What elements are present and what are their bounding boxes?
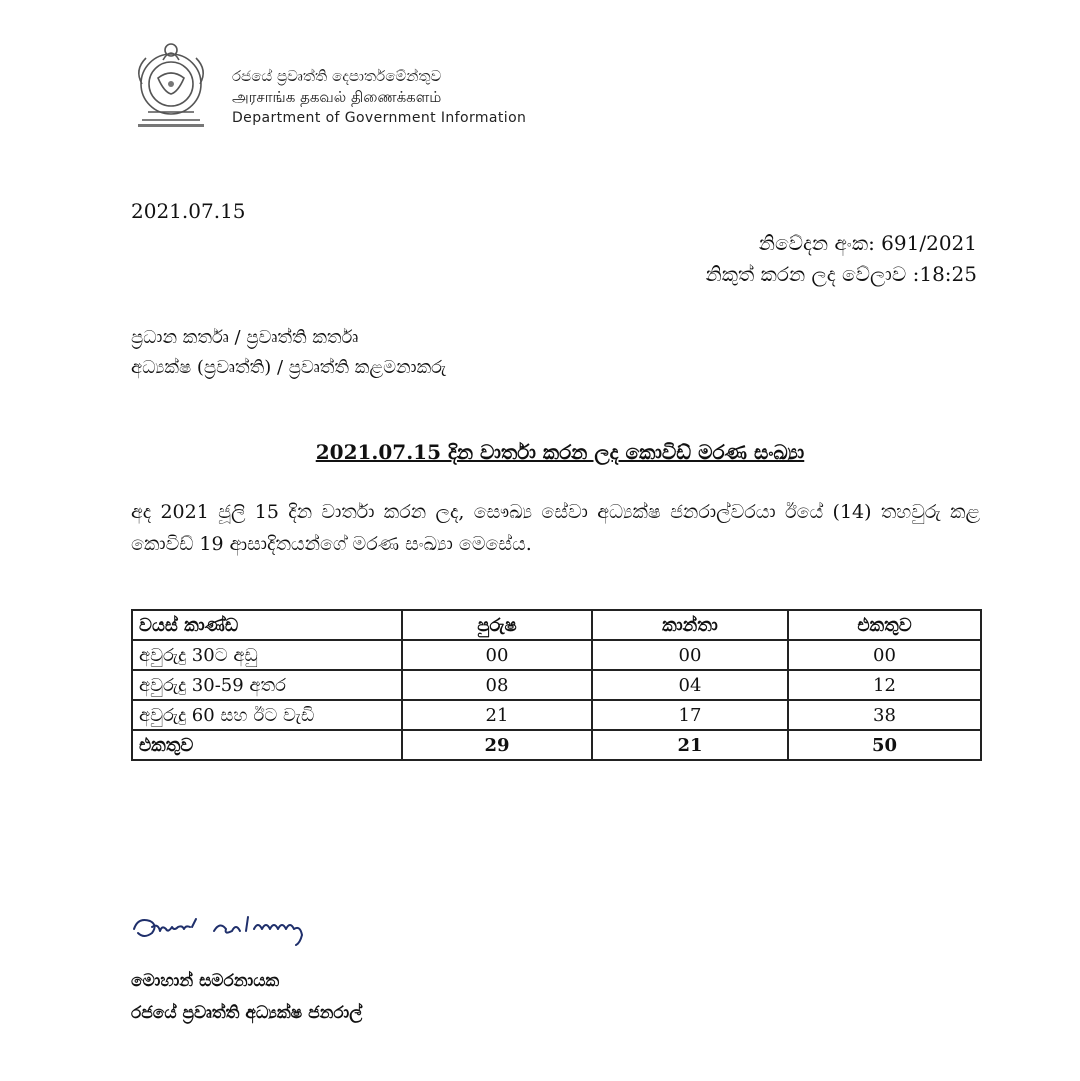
table-total-row	[132, 730, 981, 760]
female-cell: 04	[592, 670, 788, 700]
female-cell: 17	[592, 700, 788, 730]
recipient-line: අධ්‍යක්ෂ (ප්‍රවෘත්ති) / ප්‍රවෘත්ති කළමනාකරු	[131, 357, 447, 378]
release-meta	[706, 228, 977, 290]
department-name-english: Department of Government Information	[232, 110, 527, 126]
signer-name: මොහාන් සමරනායක	[131, 971, 280, 991]
total-cell: 12	[788, 670, 981, 700]
recipients	[131, 323, 446, 383]
age-group-cell: අවුරුදු 30ට අඩු	[132, 640, 402, 670]
grand-total-cell: 50	[788, 730, 981, 760]
header-male: පුරුෂ	[402, 610, 592, 640]
total-label-cell: එකතුව	[132, 730, 402, 760]
table-row	[132, 700, 981, 730]
release-number: නිවේදන අංක: 691/2021	[758, 231, 977, 255]
table-header-row	[132, 610, 981, 640]
header-age-group: වයස් කාණ්ඩ	[132, 610, 402, 640]
header-female: කාන්තා	[592, 610, 788, 640]
signer-block	[131, 965, 362, 1029]
header-total: එකතුව	[788, 610, 981, 640]
total-cell: 38	[788, 700, 981, 730]
recipient-line: ප්‍රධාන කර්තෘ / ප්‍රවෘත්ති කර්තෘ	[131, 327, 359, 348]
total-cell: 00	[788, 640, 981, 670]
signer-title: රජයේ ප්‍රවෘත්ති අධ්‍යක්ෂ ජනරාල්	[131, 1003, 363, 1023]
release-date: 2021.07.15	[131, 199, 246, 223]
female-total-cell: 21	[592, 730, 788, 760]
document-title: 2021.07.15 දින වාර්තා කරන ලද කොවිඩ් මරණ සංඛ්‍යා	[315, 440, 805, 464]
male-total-cell: 29	[402, 730, 592, 760]
male-cell: 00	[402, 640, 592, 670]
age-group-cell: අවුරුදු 60 සහ ඊට වැඩි	[132, 700, 402, 730]
release-time: නිකුත් කරන ලද වේලාව :18:25	[705, 262, 977, 286]
department-name-tamil: அரசாங்க தகவல் திணைக்களம்	[232, 88, 442, 106]
body-paragraph: අද 2021 ජූලි 15 දින වාර්තා කරන ලද, සෞඛ්‍ය සේවා අධ්‍යක්ෂ ජනරාල්වරයා ඊයේ (14) තහවුරු කළ කොවිඩ් 19 ආසාදිතයන්ගේ මරණ සංඛ්‍යා මෙසේය.	[131, 501, 980, 555]
female-cell: 00	[592, 640, 788, 670]
table-row	[132, 640, 981, 670]
table-row	[132, 670, 981, 700]
department-name-block	[232, 66, 526, 129]
covid-deaths-table	[131, 609, 982, 761]
handwritten-signature	[128, 905, 378, 955]
state-emblem-icon	[128, 40, 214, 130]
department-name-sinhala: රජයේ ප්‍රවෘත්ති දෙපාර්තමේන්තුව	[232, 67, 442, 85]
male-cell: 08	[402, 670, 592, 700]
male-cell: 21	[402, 700, 592, 730]
age-group-cell: අවුරුදු 30-59 අතර	[132, 670, 402, 700]
